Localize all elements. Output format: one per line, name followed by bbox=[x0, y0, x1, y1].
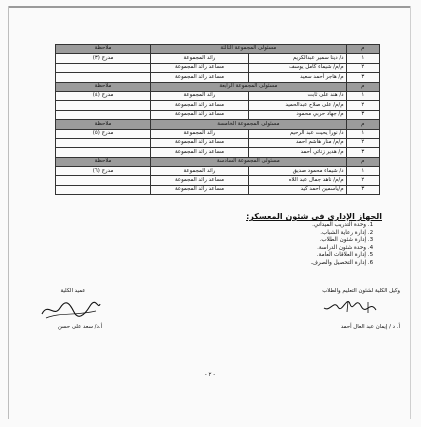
list-item: 1. وحدة التدريب الميداني. bbox=[240, 222, 366, 230]
member-role: مساعد رائد المجموعة bbox=[151, 185, 249, 194]
dean-signature bbox=[40, 300, 102, 320]
table-row bbox=[56, 138, 380, 147]
header-number: م bbox=[346, 120, 379, 129]
table-row bbox=[56, 129, 380, 138]
note-cell bbox=[56, 73, 151, 82]
row-number: ١ bbox=[346, 54, 379, 63]
header-number: م bbox=[346, 45, 379, 54]
note-cell bbox=[56, 148, 151, 157]
row-number: ٢ bbox=[346, 63, 379, 72]
group-place: مدرج (٣) bbox=[56, 54, 151, 63]
header-note: ملاحظة bbox=[56, 120, 151, 129]
table-row bbox=[56, 185, 380, 194]
row-number: ٣ bbox=[346, 185, 379, 194]
list-item: 2. إدارة رعاية الشباب. bbox=[240, 230, 366, 238]
table-row bbox=[56, 167, 380, 176]
member-name: م/م/ على صلاح عبدالحميد bbox=[248, 101, 346, 110]
member-name: د/ نورا يحيت عبد الرحيم bbox=[248, 129, 346, 138]
admin-units-list bbox=[240, 222, 378, 268]
row-number: ١ bbox=[346, 167, 379, 176]
header-number: م bbox=[346, 157, 379, 166]
table-row bbox=[56, 54, 380, 63]
member-role: رائد المجموعة bbox=[151, 167, 249, 176]
member-name: م/م/ منار هاشم أحمد bbox=[248, 138, 346, 147]
table-row bbox=[56, 110, 380, 119]
table-row bbox=[56, 91, 380, 100]
row-number: ٣ bbox=[346, 73, 379, 82]
group-header-row bbox=[56, 157, 380, 166]
dean-name: أ.د/ سعد على حسن bbox=[57, 324, 103, 330]
header-note: ملاحظة bbox=[56, 45, 151, 54]
list-item: 3. إدارة شئون الطلاب. bbox=[240, 237, 366, 245]
group-header-row bbox=[56, 45, 380, 54]
note-cell bbox=[56, 110, 151, 119]
member-name: د/ شيماء محمود صديق bbox=[248, 167, 346, 176]
member-name: د/ هند على ثابت bbox=[248, 91, 346, 100]
member-role: مساعد رائد المجموعة bbox=[151, 176, 249, 185]
header-note: ملاحظة bbox=[56, 82, 151, 91]
table-row bbox=[56, 176, 380, 185]
list-item: 5. إدارة العلاقات العامة. bbox=[240, 252, 366, 260]
vice-dean-signature bbox=[320, 298, 380, 318]
vice-dean-name: أ. د / إيمان عبد العال أحمد bbox=[340, 324, 400, 330]
admin-section-title: الجهاز الإدارى فى شئون المعسكر: bbox=[246, 212, 382, 221]
member-role: رائد المجموعة bbox=[151, 91, 249, 100]
row-number: ٣ bbox=[346, 148, 379, 157]
group-title: مسئولى المجموعة الثالثة bbox=[151, 45, 346, 54]
row-number: ١ bbox=[346, 91, 379, 100]
row-number: ٢ bbox=[346, 101, 379, 110]
member-role: مساعد رائد المجموعة bbox=[151, 101, 249, 110]
group-title: مسئولى المجموعة الخامسة bbox=[151, 120, 346, 129]
row-number: ٢ bbox=[346, 176, 379, 185]
table-row bbox=[56, 73, 380, 82]
note-cell bbox=[56, 138, 151, 147]
member-role: مساعد رائد المجموعة bbox=[151, 138, 249, 147]
member-name: م/م/ شيماء كامل يوسف bbox=[248, 63, 346, 72]
group-title: مسئولى المجموعة السادسة bbox=[151, 157, 346, 166]
table-row bbox=[56, 63, 380, 72]
supervisors-table bbox=[55, 44, 380, 195]
group-header-row bbox=[56, 120, 380, 129]
scan-edge-top bbox=[8, 6, 411, 8]
row-number: ١ bbox=[346, 129, 379, 138]
member-role: مساعد رائد المجموعة bbox=[151, 73, 249, 82]
group-title: مسئولى المجموعة الرابعة bbox=[151, 82, 346, 91]
member-name: م/ جهاد حربي محمود bbox=[248, 110, 346, 119]
member-role: مساعد رائد المجموعة bbox=[151, 63, 249, 72]
note-cell bbox=[56, 101, 151, 110]
scan-edge-left bbox=[8, 6, 9, 419]
group-place: مدرج (٥) bbox=[56, 129, 151, 138]
member-role: مساعد رائد المجموعة bbox=[151, 148, 249, 157]
scan-edge-right bbox=[410, 6, 411, 419]
note-cell bbox=[56, 176, 151, 185]
group-place: مدرج (٦) bbox=[56, 167, 151, 176]
page-number: - ٢ - bbox=[204, 372, 216, 378]
member-role: رائد المجموعة bbox=[151, 54, 249, 63]
list-item: 4. وحدة شئون الدراسة. bbox=[240, 245, 366, 253]
vice-dean-role: وكيل الكلية لشئون التعليم والطلاب bbox=[322, 288, 400, 294]
list-item: 6. إدارة التحصيل والصرف. bbox=[240, 260, 366, 268]
table-row bbox=[56, 101, 380, 110]
member-name: م/ هدير زناتي أحمد bbox=[248, 148, 346, 157]
dean-role: عميد الكلية bbox=[60, 288, 86, 294]
member-name: م/ هاجر أحمد سعيد bbox=[248, 73, 346, 82]
group-place: مدرج (٤) bbox=[56, 91, 151, 100]
header-note: ملاحظة bbox=[56, 157, 151, 166]
header-number: م bbox=[346, 82, 379, 91]
member-name: د/ دينا سمير عبدالكريم bbox=[248, 54, 346, 63]
row-number: ٣ bbox=[346, 110, 379, 119]
member-name: م/ياسمين أحمد كيد bbox=[248, 185, 346, 194]
note-cell bbox=[56, 185, 151, 194]
group-header-row bbox=[56, 82, 380, 91]
member-role: مساعد رائد المجموعة bbox=[151, 110, 249, 119]
member-name: م/م/ ناهد جمال عبد اللاه bbox=[248, 176, 346, 185]
member-role: رائد المجموعة bbox=[151, 129, 249, 138]
note-cell bbox=[56, 63, 151, 72]
table-row bbox=[56, 148, 380, 157]
supervisors-table-body bbox=[56, 45, 380, 195]
row-number: ٢ bbox=[346, 138, 379, 147]
